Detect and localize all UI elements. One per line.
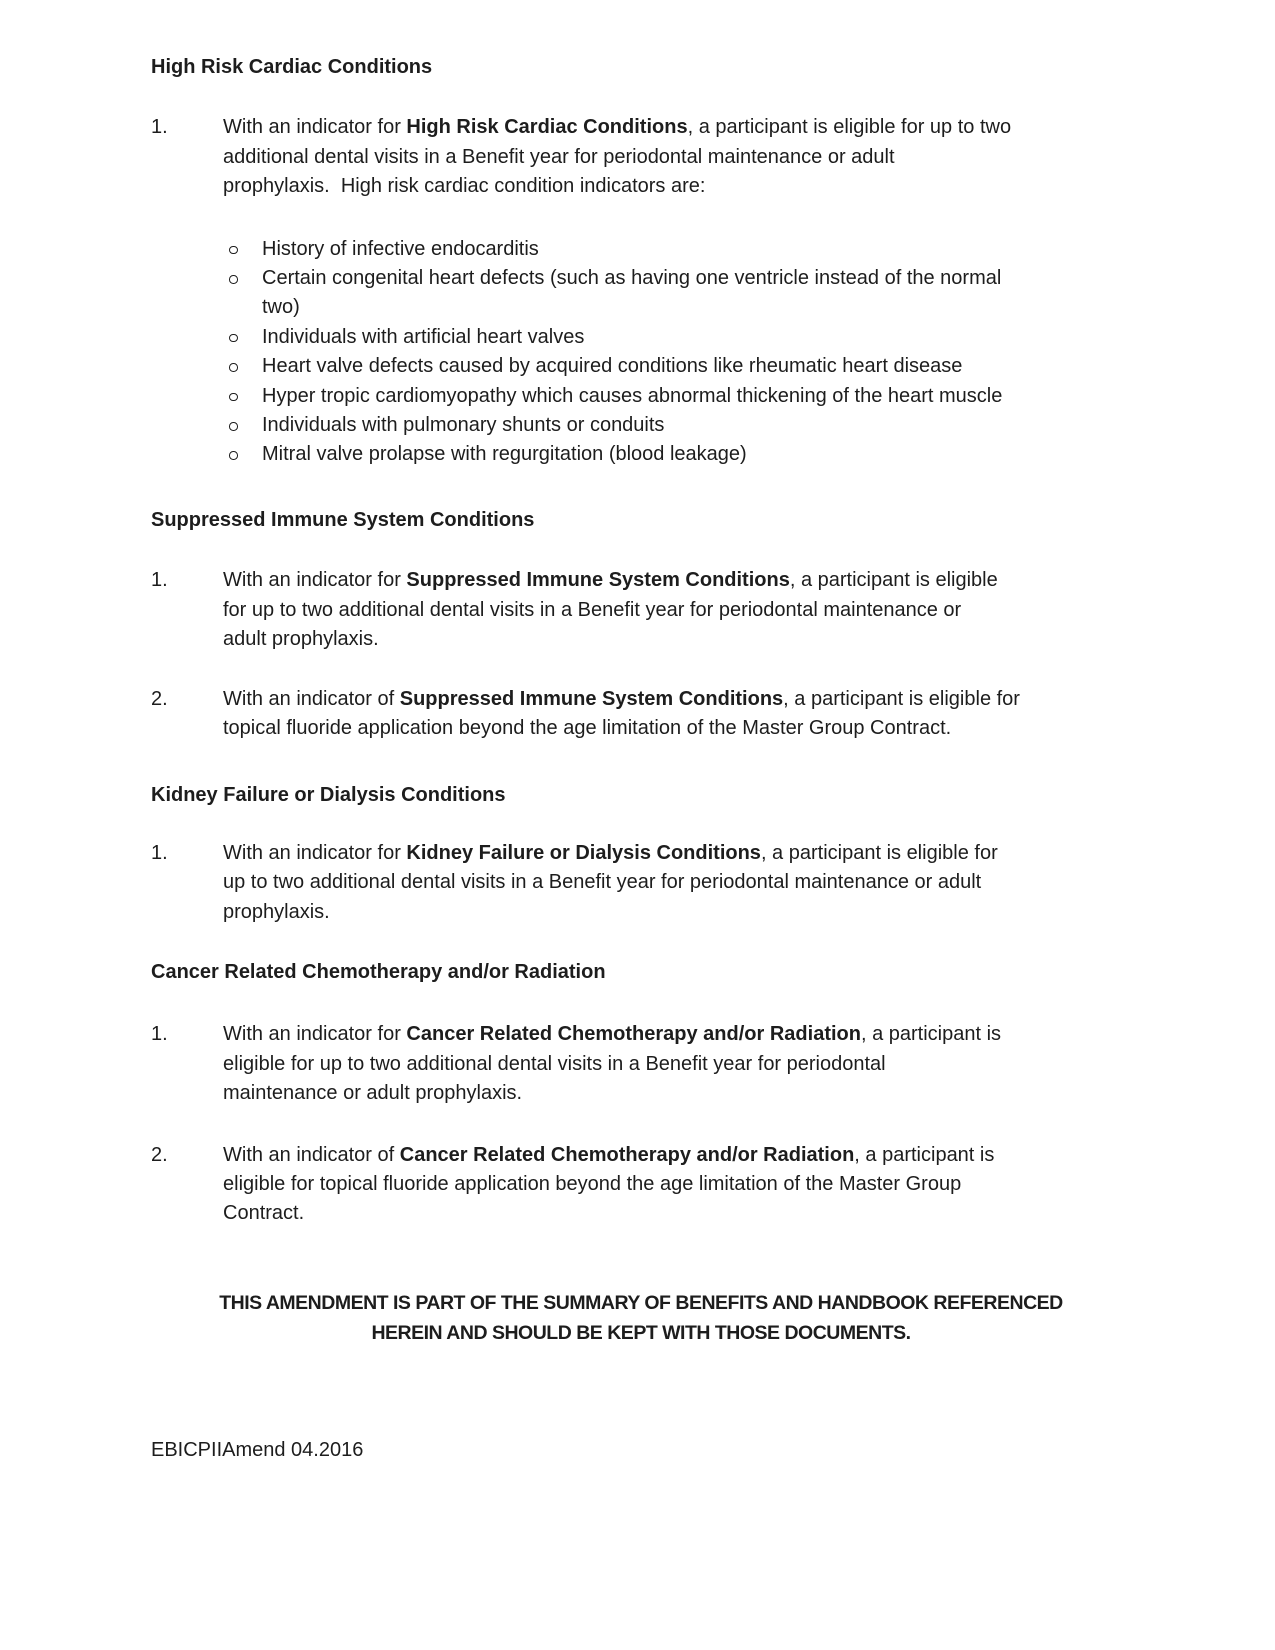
text-line: prophylaxis. High risk cardiac condition indicators are: <box>223 175 706 198</box>
text-line: With an indicator for Suppressed Immune System Conditions, a participant is eligible <box>223 569 998 592</box>
bullet-item <box>229 235 1131 264</box>
closing-line: THIS AMENDMENT IS PART OF THE SUMMARY OF BENEFITS AND HANDBOOK REFERENCED <box>219 1291 1063 1314</box>
text-line: adult prophylaxis. <box>223 628 379 651</box>
item-text <box>223 1020 1001 1108</box>
bullet-item <box>229 352 1131 381</box>
text-line: eligible for up to two additional dental visits in a Benefit year for periodontal <box>223 1052 886 1075</box>
text-line: Certain congenital heart defects (such as having one ventricle instead of the normal <box>262 267 1002 290</box>
text-line: eligible for topical fluoride application beyond the age limitation of the Master Group <box>223 1172 962 1195</box>
bullet-item <box>229 440 1131 469</box>
text-line: additional dental visits in a Benefit year for periodontal maintenance or adult <box>223 145 895 168</box>
bullet-item <box>229 323 1131 352</box>
text-line: Mitral valve prolapse with regurgitation (blood leakage) <box>262 443 747 466</box>
bullet-text <box>262 352 962 381</box>
circle-bullet-icon <box>229 264 262 323</box>
item-text <box>223 839 998 927</box>
text-line: topical fluoride application beyond the age limitation of the Master Group Contract. <box>223 716 952 739</box>
closing-line: HEREIN AND SHOULD BE KEPT WITH THOSE DOCUMENTS. <box>371 1321 911 1344</box>
numbered-item <box>151 1020 1131 1108</box>
bullet-text <box>262 264 1001 323</box>
circle-bullet-icon <box>229 440 262 469</box>
footer-doc-code: EBICPIIAmend 04.2016 <box>151 1439 364 1461</box>
numbered-item <box>151 1141 1131 1229</box>
item-text <box>223 1141 994 1229</box>
numbered-item <box>151 685 1131 744</box>
circle-bullet-icon <box>229 352 262 381</box>
item-number: 1. <box>151 1023 168 1046</box>
bullet-item <box>229 411 1131 440</box>
section-heading-suppressed-immune: Suppressed Immune System Conditions <box>151 508 535 531</box>
bullet-text <box>262 235 539 264</box>
text-line: maintenance or adult prophylaxis. <box>223 1082 523 1105</box>
circle-bullet-icon <box>229 411 262 440</box>
item-number: 1. <box>151 116 168 139</box>
bullet-text <box>262 323 584 352</box>
numbered-item <box>151 113 1131 201</box>
text-line: Heart valve defects caused by acquired conditions like rheumatic heart disease <box>262 355 963 378</box>
text-line: two) <box>262 296 300 319</box>
text-line: With an indicator for Kidney Failure or Dialysis Conditions, a participant is eligible for <box>223 841 998 864</box>
item-number: 1. <box>151 569 168 592</box>
numbered-item <box>151 839 1131 927</box>
text-line: prophylaxis. <box>223 900 330 923</box>
section-heading-kidney-failure: Kidney Failure or Dialysis Conditions <box>151 784 506 807</box>
section-heading-cancer-chemo-radiation: Cancer Related Chemotherapy and/or Radiation <box>151 960 606 983</box>
section-heading-high-risk-cardiac: High Risk Cardiac Conditions <box>151 56 433 78</box>
text-line: History of infective endocarditis <box>262 237 539 260</box>
text-line: for up to two additional dental visits in a Benefit year for periodontal maintenance or <box>223 598 962 621</box>
item-number: 2. <box>151 687 168 710</box>
text-line: Hyper tropic cardiomyopathy which causes abnormal thickening of the heart muscle <box>262 384 1003 407</box>
item-text <box>223 566 998 654</box>
text-line: Contract. <box>223 1202 305 1225</box>
text-line: With an indicator for Cancer Related Chemotherapy and/or Radiation, a participant is <box>223 1023 1002 1046</box>
bullet-text <box>262 411 664 440</box>
circle-bullet-icon <box>229 382 262 411</box>
bullet-list <box>229 235 1131 470</box>
item-number: 2. <box>151 1143 168 1166</box>
item-number: 1. <box>151 841 168 864</box>
text-line: up to two additional dental visits in a Benefit year for periodontal maintenance or adult <box>223 871 982 894</box>
circle-bullet-icon <box>229 235 262 264</box>
text-line: With an indicator for High Risk Cardiac Conditions, a participant is eligible for up to two <box>223 116 1012 139</box>
numbered-item <box>151 566 1131 654</box>
document-content <box>151 0 1131 1348</box>
text-line: With an indicator of Suppressed Immune System Conditions, a participant is eligible for <box>223 687 1020 710</box>
bullet-text <box>262 382 1002 411</box>
item-text <box>223 685 1020 744</box>
text-line: Individuals with pulmonary shunts or conduits <box>262 414 665 437</box>
text-line: With an indicator of Cancer Related Chemotherapy and/or Radiation, a participant is <box>223 1143 995 1166</box>
text-line: Individuals with artificial heart valves <box>262 325 585 348</box>
bullet-text <box>262 440 747 469</box>
bullet-item <box>229 264 1131 323</box>
closing-statement <box>151 1288 1131 1348</box>
circle-bullet-icon <box>229 323 262 352</box>
item-text <box>223 113 1011 201</box>
bullet-item <box>229 382 1131 411</box>
